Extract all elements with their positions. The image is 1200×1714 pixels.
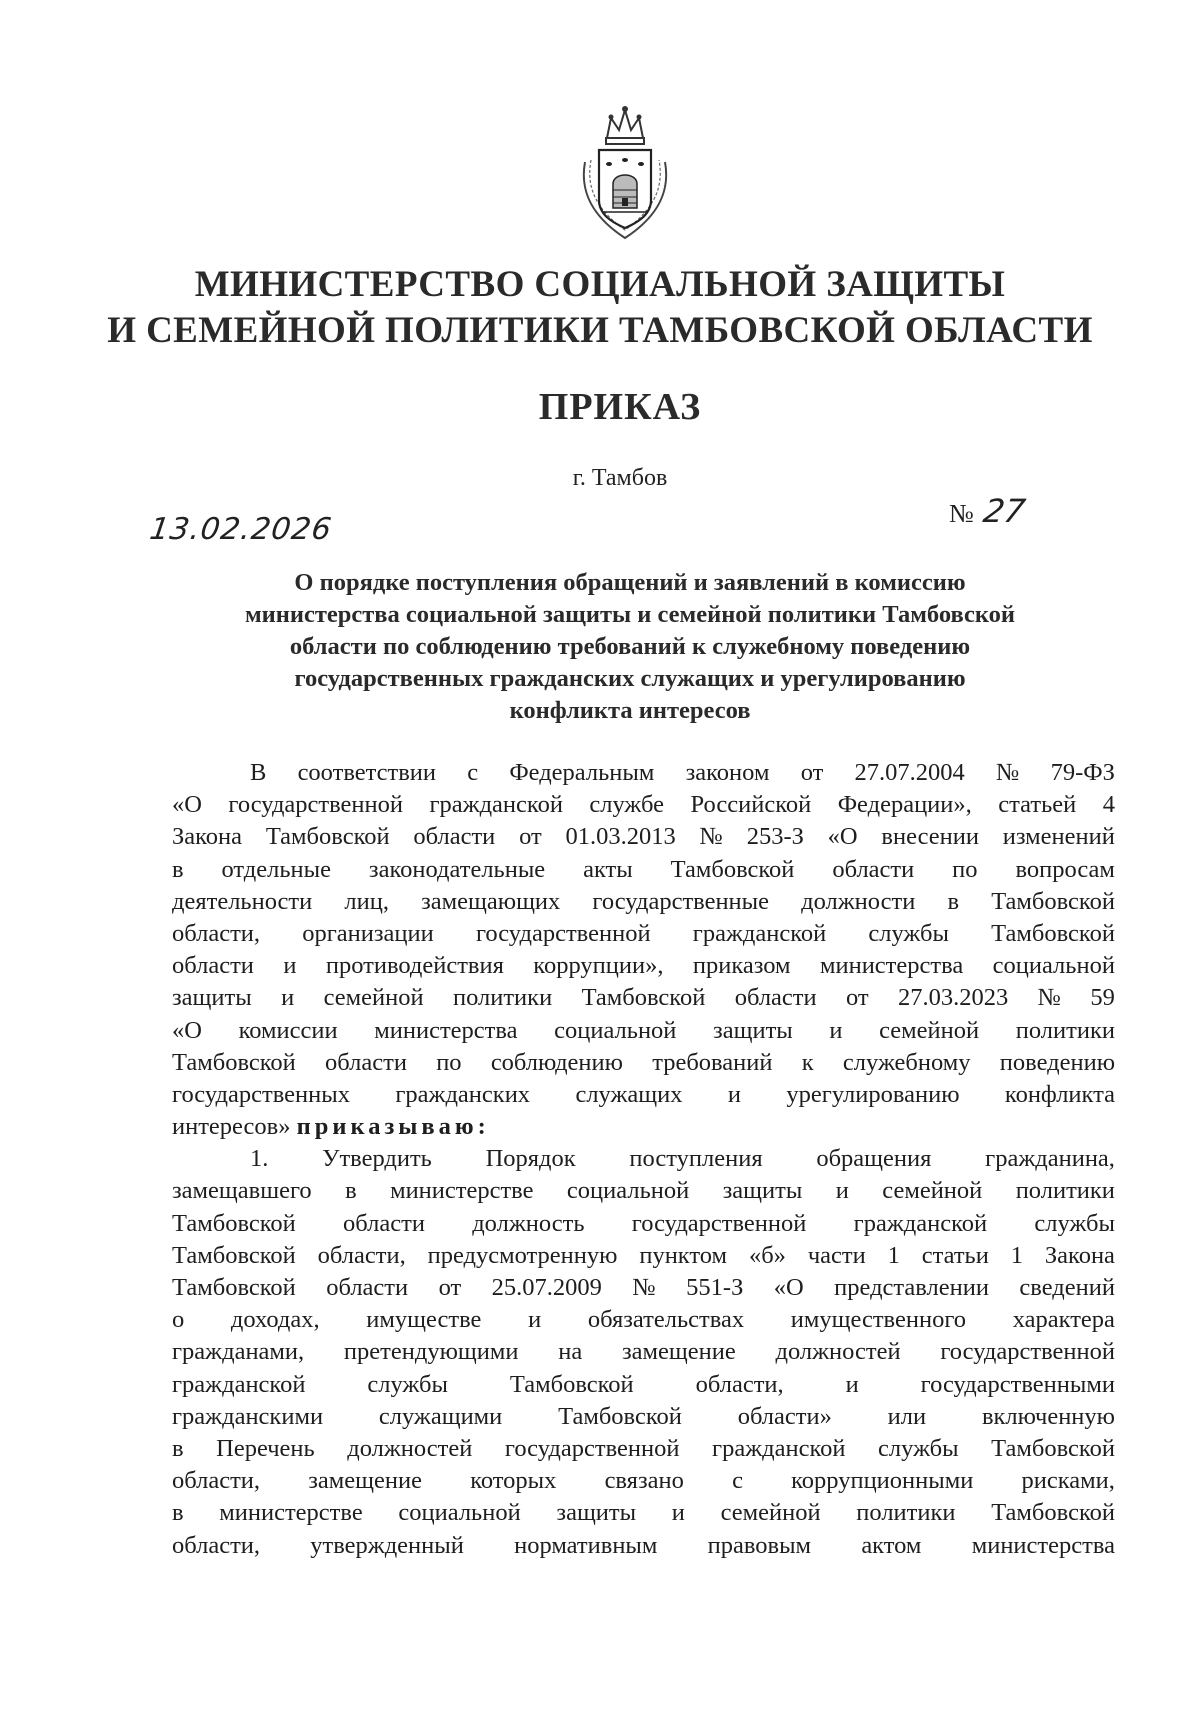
body-word: включенную [981, 1402, 1115, 1430]
body-word: организации [302, 919, 434, 947]
body-word: замещавшего [172, 1177, 312, 1205]
body-word: Российской [690, 791, 812, 819]
body-line [172, 1465, 1115, 1497]
body-word: 59 [1090, 984, 1115, 1012]
body-word: 1. [250, 1145, 269, 1173]
body-word: 551-З [686, 1274, 744, 1301]
body-word: Порядок [485, 1145, 576, 1173]
body-word: замещение [308, 1467, 422, 1495]
body-word: гражданской [853, 1209, 988, 1237]
body-word: семейной [882, 1177, 983, 1205]
body-line [172, 1369, 1115, 1401]
body-word: соответствии [297, 759, 436, 786]
body-word: требований [652, 1048, 773, 1076]
body-word: области [734, 984, 817, 1012]
body-word: гражданских [395, 1080, 531, 1108]
body-word: Тамбовской [558, 1402, 682, 1430]
body-word: социальной [554, 1016, 677, 1044]
body-word: и [829, 1016, 843, 1044]
body-word: интересов» [172, 1113, 291, 1141]
body-word: урегулированию [786, 1080, 960, 1108]
body-word: служащих [575, 1080, 683, 1108]
body-word: коррупционными [791, 1467, 974, 1495]
body-word: обращения [816, 1145, 932, 1173]
body-word: защиты [172, 984, 252, 1012]
body-word: службы [868, 919, 949, 947]
body-word: в [172, 855, 184, 883]
body-word: Тамбовской [581, 984, 706, 1012]
body-word: Тамбовской [265, 823, 390, 851]
document-type-heading: ПРИКАЗ [538, 386, 702, 428]
order-word: приказываю: [296, 1113, 490, 1141]
body-word: социальной [398, 1499, 521, 1527]
body-word: противодействия [325, 952, 504, 980]
body-word: гражданской [692, 919, 827, 947]
subject-line: конфликта интересов [509, 697, 751, 724]
body-line [172, 1240, 1115, 1272]
body-word: утвержденный [310, 1531, 464, 1559]
body-word: связано [604, 1467, 684, 1495]
body-word: области, [172, 919, 261, 947]
body-word: Федерации», [837, 791, 972, 819]
body-word: замещающих [421, 887, 561, 915]
body-word: Тамбовской [991, 1434, 1115, 1462]
body-word: гражданами, [172, 1338, 305, 1366]
body-word: правовым [707, 1531, 812, 1559]
body-word: гражданскими [172, 1402, 324, 1430]
body-word: и [727, 1080, 742, 1108]
handwritten-date: 13.02.2026 [147, 512, 335, 547]
body-word: политики [1015, 1016, 1115, 1044]
ministry-title [0, 262, 1200, 354]
body-word: законом [685, 759, 770, 786]
body-word: которых [470, 1467, 557, 1495]
handwritten-number: 27 [980, 492, 1029, 530]
body-word: и [845, 1370, 859, 1398]
tambov-coat-of-arms-icon [577, 104, 673, 242]
body-word: 25.07.2009 [491, 1274, 602, 1301]
body-word: и [528, 1306, 542, 1334]
body-word: конфликта [1004, 1080, 1115, 1108]
body-word: министерства [374, 1016, 518, 1044]
body-word: рисками, [1021, 1467, 1115, 1495]
body-word: гражданина, [985, 1145, 1115, 1173]
body-word: № [996, 759, 1020, 786]
body-word: о [172, 1306, 185, 1334]
body-word: лиц, [344, 887, 389, 915]
body-word: государственной [228, 791, 404, 819]
body-word: Перечень [216, 1434, 315, 1462]
body-word: замещение [621, 1338, 736, 1366]
body-line [172, 1111, 1115, 1143]
body-line [172, 1401, 1115, 1433]
body-word: предусмотренную [427, 1241, 618, 1269]
body-word: актом [861, 1531, 922, 1559]
body-word: 27.03.2023 [898, 984, 1009, 1012]
body-word: государственной [475, 919, 651, 947]
body-line [172, 789, 1115, 821]
subject-line: государственных гражданских служащих и урегулированию [294, 665, 966, 692]
body-word: в [345, 1177, 357, 1205]
body-word: социальной [992, 952, 1115, 980]
body-word: имущественного [790, 1306, 967, 1334]
body-line [172, 950, 1115, 982]
body-word: приказом [692, 952, 791, 980]
body-word: «О [773, 1274, 804, 1301]
body-line [172, 1272, 1115, 1304]
body-word: «О [827, 823, 858, 851]
body-word: Тамбовской [991, 1499, 1115, 1527]
body-word: гражданской [172, 1370, 306, 1398]
document-subject [160, 567, 1100, 727]
body-word: государственные [592, 887, 770, 915]
body-word: по [436, 1048, 462, 1076]
body-word: в [172, 1499, 184, 1527]
body-word: Тамбовской [172, 1209, 296, 1237]
body-word: с [467, 759, 479, 786]
body-word: части [807, 1241, 866, 1269]
body-word: службы [1034, 1209, 1115, 1237]
body-word: нормативным [514, 1531, 658, 1559]
body-word: министерства [971, 1531, 1115, 1559]
body-word: 4 [1102, 791, 1115, 819]
body-word: 79-ФЗ [1050, 759, 1115, 786]
body-word: защиты [556, 1499, 637, 1527]
body-word: «О [172, 1016, 202, 1044]
body-word: области [343, 1209, 425, 1237]
body-word: № [699, 823, 723, 851]
body-word: и [835, 1177, 849, 1205]
body-word: и [281, 984, 295, 1012]
body-word: «О [172, 791, 202, 819]
body-word: статьи [921, 1241, 989, 1269]
body-word: поведению [999, 1048, 1115, 1076]
body-word: № [1037, 984, 1062, 1012]
body-line [172, 854, 1115, 886]
body-word: характера [1012, 1306, 1115, 1334]
body-word: 1 [1010, 1241, 1023, 1269]
body-word: комиссии [238, 1016, 338, 1044]
body-line [172, 918, 1115, 950]
body-word: должности [801, 887, 916, 915]
body-word: Тамбовской [670, 855, 795, 883]
body-word: Закона [172, 823, 243, 851]
body-line [172, 1208, 1115, 1240]
body-word: В [250, 759, 267, 786]
body-word: семейной [323, 984, 424, 1012]
body-word: вопросам [1015, 855, 1115, 883]
body-word: должностей [347, 1434, 473, 1462]
body-line [172, 1497, 1115, 1529]
body-word: внесении [881, 823, 979, 851]
body-word: представлении [834, 1274, 989, 1301]
city-label: г. Тамбов [572, 465, 668, 491]
body-line [172, 1143, 1115, 1175]
body-word: Федеральным [509, 759, 655, 786]
body-word: Закона [1044, 1241, 1115, 1269]
body-line [172, 1175, 1115, 1207]
body-word: служебному [842, 1048, 971, 1076]
body-word: политики [452, 984, 553, 1012]
body-word: поступления [629, 1145, 763, 1173]
body-word: «б» [748, 1241, 786, 1269]
body-word: деятельности [172, 887, 313, 915]
body-line [172, 1047, 1115, 1079]
body-word: от [846, 984, 869, 1012]
body-word: пунктом [639, 1241, 728, 1269]
subject-line: министерства социальной защиты и семейной политики Тамбовской [244, 601, 1016, 628]
body-line [172, 1304, 1115, 1336]
body-line [172, 982, 1115, 1014]
ministry-title-line-1: МИНИСТЕРСТВО СОЦИАЛЬНОЙ ЗАЩИТЫ [194, 264, 1006, 305]
body-word: государственными [920, 1370, 1115, 1398]
body-word: области, [317, 1241, 406, 1269]
body-word: коррупции», [533, 952, 664, 980]
body-word: области, [172, 1467, 261, 1495]
body-line [172, 886, 1115, 918]
body-word: государственной [940, 1338, 1115, 1366]
body-word: Тамбовской [991, 919, 1115, 947]
body-word: Тамбовской [991, 887, 1115, 915]
body-word: министерстве [390, 1177, 534, 1205]
body-word: области [326, 1274, 409, 1301]
body-word: области [832, 855, 915, 883]
body-word: области [413, 823, 496, 851]
body-word: социальной [566, 1177, 690, 1205]
body-word: Тамбовской [172, 1274, 296, 1301]
body-word: должностей [775, 1338, 901, 1366]
body-word: 253-З [746, 823, 804, 851]
body-word: акты [583, 855, 633, 883]
number-sign: № [949, 499, 974, 528]
document-number [949, 492, 1029, 530]
body-word: сведений [1019, 1274, 1115, 1301]
body-word: на [558, 1338, 583, 1366]
body-word: министерства [819, 952, 964, 980]
body-word: законодательные [368, 855, 546, 883]
body-word: службы [367, 1370, 448, 1398]
body-word: соблюдению [490, 1048, 623, 1076]
body-word: имуществе [366, 1306, 482, 1334]
body-word: 27.07.2004 [854, 759, 965, 786]
body-word: защиты [713, 1016, 793, 1044]
body-line [172, 1530, 1115, 1562]
body-word: к [801, 1048, 814, 1076]
body-word: № [632, 1274, 656, 1301]
body-line [172, 1433, 1115, 1465]
body-line [172, 821, 1115, 853]
body-word: отдельные [221, 855, 331, 883]
body-word: области [172, 952, 254, 980]
body-word: в [947, 887, 960, 915]
body-word: от [438, 1274, 462, 1301]
body-word: и [283, 952, 297, 980]
subject-line: О порядке поступления обращений и заявлений в комиссию [294, 569, 966, 596]
body-word: государственной [504, 1434, 680, 1462]
body-word: претендующими [343, 1338, 519, 1366]
subject-line: области по соблюдению требований к служебному поведению [289, 633, 971, 660]
body-word: служащими [378, 1402, 503, 1430]
body-word: министерстве [219, 1499, 363, 1527]
body-word: 1 [887, 1241, 900, 1269]
body-word: или [887, 1402, 927, 1430]
body-word: области» [737, 1402, 832, 1430]
body-line [172, 1015, 1115, 1047]
body-word: по [952, 855, 978, 883]
body-word: службы [878, 1434, 959, 1462]
body-word: государственной [631, 1209, 807, 1237]
body-word: изменений [1002, 823, 1115, 851]
body-word: Тамбовской [509, 1370, 634, 1398]
ministry-title-line-2: И СЕМЕЙНОЙ ПОЛИТИКИ ТАМБОВСКОЙ ОБЛАСТИ [107, 310, 1093, 351]
body-word: службе [589, 791, 665, 819]
body-word: 01.03.2013 [565, 823, 676, 851]
body-word: и [671, 1499, 685, 1527]
body-word: обязательствах [587, 1306, 745, 1334]
body-word: гражданской [712, 1434, 846, 1462]
body-word: от [800, 759, 824, 786]
body-word: политики [1015, 1177, 1115, 1205]
body-word: области [325, 1048, 407, 1076]
document-body [172, 757, 1115, 1562]
body-word: семейной [879, 1016, 980, 1044]
body-word: политики [856, 1499, 956, 1527]
body-word: государственных [172, 1080, 350, 1108]
body-word: Тамбовской [172, 1241, 296, 1269]
body-word: с [732, 1467, 743, 1495]
body-word: должность [472, 1209, 585, 1237]
body-line [172, 757, 1115, 789]
body-line [172, 1079, 1115, 1111]
body-word: гражданской [429, 791, 563, 819]
body-word: статьей [998, 791, 1077, 819]
body-word: области, [695, 1370, 784, 1398]
body-word: семейной [720, 1499, 821, 1527]
body-line [172, 1336, 1115, 1368]
body-word: в [172, 1434, 184, 1462]
body-word: защиты [722, 1177, 803, 1205]
body-word: области, [172, 1531, 261, 1559]
body-word: от [519, 823, 542, 851]
body-word: Тамбовской [172, 1048, 296, 1076]
body-word: Утвердить [322, 1145, 432, 1173]
body-word: доходах, [230, 1306, 320, 1334]
